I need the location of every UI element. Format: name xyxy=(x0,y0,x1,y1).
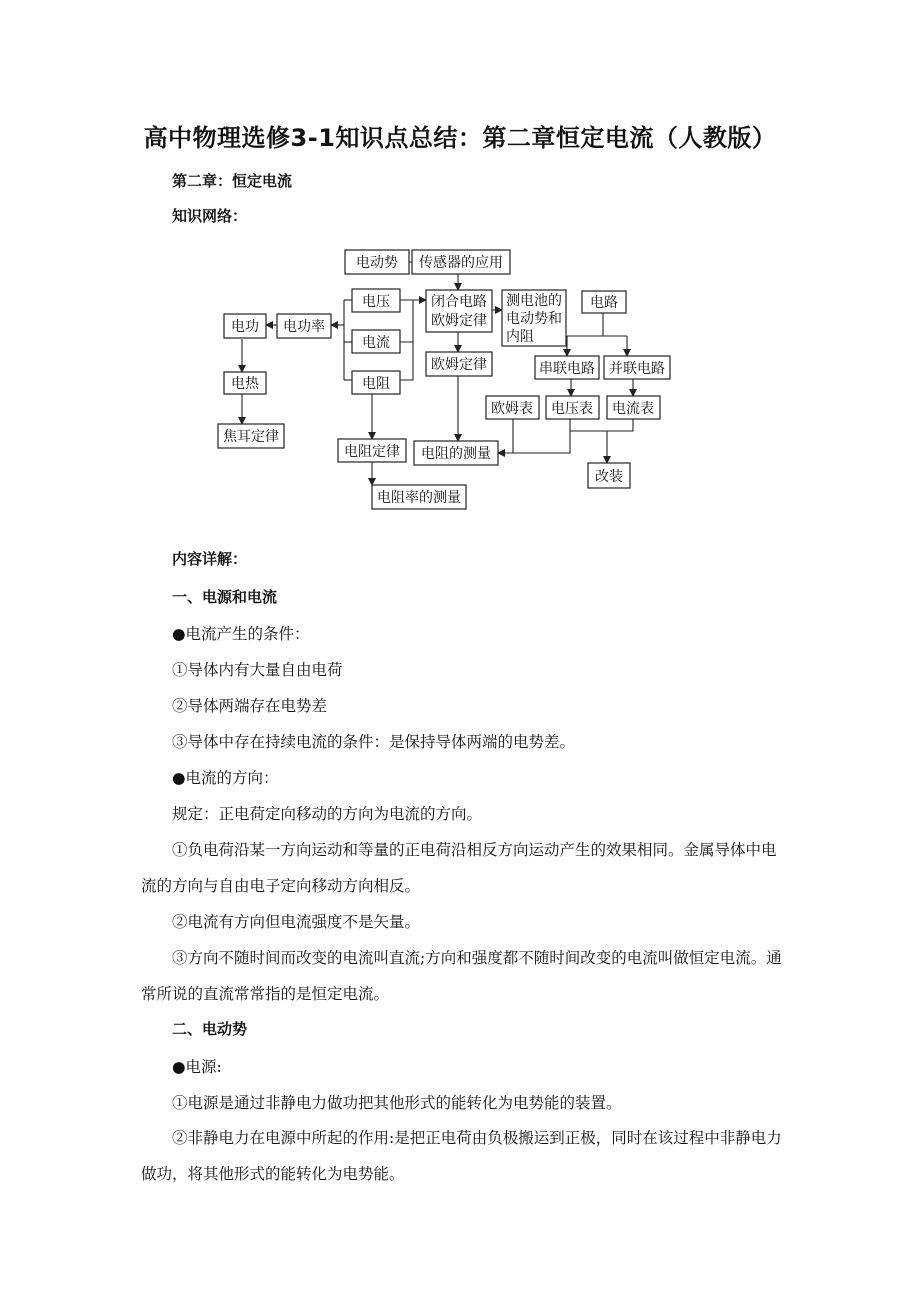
paragraph-direction-3: ③方向不随时间而改变的电流叫直流;方向和强度都不随时间改变的电流叫做恒定电流。通常所说的直流常常指的是恒定电流。 xyxy=(141,949,782,1003)
knowledge-network-diagram xyxy=(200,238,760,538)
node-dianzu: 电阻 xyxy=(362,376,390,392)
condition-1: ①导体内有大量自由电荷 xyxy=(172,661,343,679)
bullet-current-direction: ●电流的方向： xyxy=(172,769,279,787)
node-binglian: 并联电路 xyxy=(609,361,665,377)
bullet-current-conditions: ●电流产生的条件： xyxy=(172,625,310,643)
node-diangong: 电功 xyxy=(231,319,259,335)
node-zuding: 电阻定律 xyxy=(344,444,400,460)
network-label: 知识网络： xyxy=(172,207,248,225)
section2-heading: 二、电动势 xyxy=(172,1020,248,1038)
node-dianliu: 电流 xyxy=(362,335,390,351)
section1-heading: 一、电源和电流 xyxy=(172,588,278,606)
node-bihe-2: 欧姆定律 xyxy=(431,313,487,329)
node-dianre: 电热 xyxy=(231,376,259,392)
node-ce-1: 测电池的 xyxy=(506,293,562,309)
node-dianyabiao: 电压表 xyxy=(551,401,593,417)
node-gonglv: 电功率 xyxy=(283,319,325,335)
node-jiaoer: 焦耳定律 xyxy=(223,429,279,445)
direction-rule: 规定：正电荷定向移动的方向为电流的方向。 xyxy=(172,805,483,823)
page-title: 高中物理选修3-1知识点总结：第二章恒定电流（人教版） xyxy=(143,124,777,152)
node-chuanganqi: 传感器的应用 xyxy=(419,255,503,271)
node-dianya: 电压 xyxy=(362,294,390,310)
node-zulvce: 电阻率的测量 xyxy=(377,490,461,506)
chapter-heading: 第二章：恒定电流 xyxy=(172,172,293,190)
node-zuce: 电阻的测量 xyxy=(421,446,491,462)
paragraph-power-source-2: ②非静电力在电源中所起的作用:是把正电荷由负极搬运到正极，同时在该过程中非静电力做功，将其他形式的能转化为电势能。 xyxy=(141,1129,782,1183)
node-dongshi: 电动势 xyxy=(356,255,398,271)
paragraph-direction-2: ②电流有方向但电流强度不是矢量。 xyxy=(172,913,421,931)
power-source-1: ①电源是通过非静电力做功把其他形式的能转化为电势能的装置。 xyxy=(172,1094,622,1112)
bullet-power-source: ●电源: xyxy=(172,1058,222,1076)
paragraph-direction-1: ①负电荷沿某一方向运动和等量的正电荷沿相反方向运动产生的效果相同。金属导体中电流的方向与自由电子定向移动方向相反。 xyxy=(141,841,777,895)
node-gaizhuang: 改装 xyxy=(595,469,623,485)
condition-2: ②导体两端存在电势差 xyxy=(172,697,328,715)
condition-3: ③导体中存在持续电流的条件：是保持导体两端的电势差。 xyxy=(172,733,576,751)
node-ce-3: 内阻 xyxy=(506,329,534,345)
node-dianlu: 电路 xyxy=(590,295,618,311)
node-chuanlian: 串联电路 xyxy=(539,361,595,377)
node-bihe-1: 闭合电路 xyxy=(431,294,487,310)
node-ohm-law: 欧姆定律 xyxy=(431,357,487,373)
node-dianliubiao: 电流表 xyxy=(612,401,654,417)
content-label: 内容详解： xyxy=(172,550,248,568)
node-oumubiao: 欧姆表 xyxy=(491,401,533,417)
node-ce-2: 电动势和 xyxy=(506,311,562,327)
